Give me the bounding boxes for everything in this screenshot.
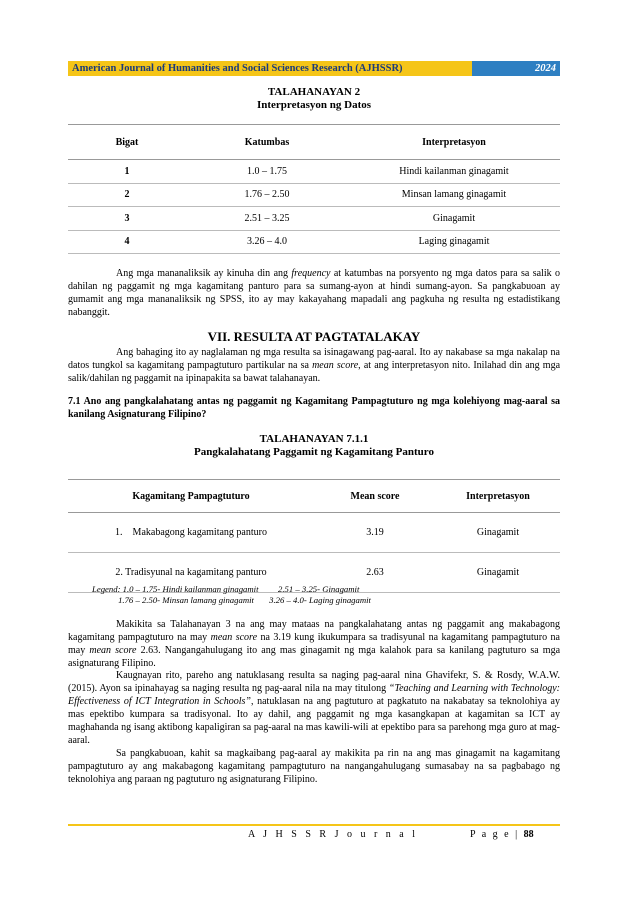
- text-run: 2.63. Nangangahulugang ito ang mas ginagamit ng mga kalahok para sa kanilang pagtuturo sa mga asignaturang Filipino.: [68, 644, 561, 669]
- table-cell: Laging ginagamit: [348, 230, 560, 254]
- table-cell: 3.19: [314, 513, 436, 553]
- legend-line: Legend: 1.0 – 1.75- Hindi kailanman ginagamit 2.51 – 3.25- Ginagamit: [92, 584, 360, 594]
- column-header: Mean score: [314, 480, 436, 513]
- text-run: Makikita sa Talahanayan 3 na ang may mataas na pangkalahatang antas ng paggamit ang makabagong kagamitang pampagtuturo na may: [68, 619, 560, 643]
- column-header: Interpretasyon: [436, 480, 560, 513]
- text-run: at katumbas na porsyento ng mga datos para sa salik o dahilan ng paggamit ng mga kagamitang panturo para sa sumang-ayon at hindi sumang-ayon. Sa pangkabuoan ay gumamit ang mga mananaliksik ng SPSS, ito ay may kakayahang mapadali ang pagkuha ng resulta ng estadistikang nabanggit.: [68, 268, 560, 318]
- table1-label: TALAHANAYAN 2: [267, 86, 361, 98]
- section-intro: [68, 347, 560, 386]
- table-cell: 1. Makabagong kagamitang panturo: [68, 513, 314, 553]
- table-cell: 1.76 – 2.50: [186, 183, 348, 207]
- summary-paragraph: Sa pangkabuoan, kahit sa magkaibang pag-aaral ay makikita pa rin na ang mas ginagamit na kagamitang pampagtuturo ay ang makabagong kagamitang pampagtuturo na nangangahulugang sumasabay na sa pagbabago ng teknolohiya ang paraan ng pagtuturo ng asignaturang Filipino.: [68, 748, 560, 785]
- section-heading: VII. RESULTA AT PAGTATALAKAY: [207, 329, 421, 344]
- table-cell: 2: [68, 183, 186, 207]
- legend-line: 1.76 – 2.50- Minsan lamang ginagamit 3.26 – 4.0- Laging ginagamit: [92, 595, 371, 605]
- table-cell: 3.26 – 4.0: [186, 230, 348, 254]
- table-row: [68, 160, 560, 184]
- text-run: , natuklasan na ang pagtuturo at pagkatuto na nakabatay sa teknolohiya ay mas epektibo kumpara sa tradisyonal. Ito ay dahil, ang paggamit ng mga kasangkapan at kagamitan sa ICT ay maghahanda ng isang aktibong kapaligiran sa pag-aaral na mas kawili-wili at epektibo para sa parehong mga guro at mag-aaral.: [68, 695, 560, 746]
- table2-label: TALAHANAYAN 7.1.1: [259, 433, 369, 445]
- page-label: P a g e: [470, 829, 511, 840]
- result-paragraph: [68, 619, 560, 671]
- table-cell: Ginagamit: [348, 207, 560, 231]
- column-header: Interpretasyon: [348, 125, 560, 160]
- subsection-heading: 7.1 Ano ang pangkalahatang antas ng paggamit ng Kagamitang Pampagtuturo ng mga kolehiyong mag-aaral sa kanilang Asignaturang Filipino?: [68, 396, 560, 420]
- table-cell: Hindi kailanman ginagamit: [348, 160, 560, 184]
- method-paragraph: [68, 268, 560, 320]
- footer-journal: A J H S S R J o u r n a l: [248, 829, 419, 840]
- interpretation-table: [68, 124, 560, 254]
- table-cell: 3: [68, 207, 186, 231]
- table-row: [68, 513, 560, 553]
- footer-divider: [68, 824, 560, 826]
- page-number-value: 88: [523, 829, 534, 840]
- text-run: na 3.19 kung ikukumpara sa tradisyunal na kagamitang pampagtuturo na may: [68, 631, 560, 656]
- table-cell: 2.63: [314, 553, 436, 593]
- text-run: mean score: [210, 631, 258, 643]
- table-cell: 1: [68, 160, 186, 184]
- table-cell: 4: [68, 230, 186, 254]
- page-number: [470, 829, 534, 840]
- text-run: Ang mga mananaliksik ay kinuha din ang: [116, 268, 292, 279]
- table-cell: 1.0 – 1.75: [186, 160, 348, 184]
- related-study-paragraph: [68, 670, 560, 747]
- page-separator: |: [515, 829, 520, 840]
- journal-header: [68, 61, 560, 76]
- text-run: Kaugnayan rito, pareho ang natuklasang resulta sa naging pag-aaral nina Ghavifekr, S. & Rosdy, W.A.W. (2015). Ayon sa ipinahayag sa naging resulta ng pag-aaral nila na may titulong: [68, 670, 560, 694]
- column-header: Katumbas: [186, 125, 348, 160]
- text-run: mean score: [312, 359, 359, 371]
- table-cell: Ginagamit: [436, 553, 560, 593]
- journal-year: 2024: [472, 61, 560, 76]
- text-run: “Teaching and Learning with Technology: Effectiveness of ICT Integration in Schools”: [68, 682, 560, 707]
- usage-table: [68, 479, 560, 593]
- table-cell: Ginagamit: [436, 513, 560, 553]
- table-row: [68, 207, 560, 231]
- table2-title: Pangkalahatang Paggamit ng Kagamitang Panturo: [194, 446, 434, 458]
- column-header: Kagamitang Pampagtuturo: [68, 480, 314, 513]
- text-run: Ang bahaging ito ay naglalaman ng mga resulta sa isinagawang pag-aaral. Ito ay nakabase sa mga nakalap na datos tungkol sa kagamitang pampagtuturo partikular na sa: [68, 347, 560, 371]
- table-row: [68, 230, 560, 254]
- table-header-row: [68, 480, 560, 513]
- table1-title: Interpretasyon ng Datos: [256, 99, 372, 111]
- column-header: Bigat: [68, 125, 186, 160]
- text-run: frequency: [291, 268, 331, 279]
- table-row: [68, 183, 560, 207]
- journal-title: American Journal of Humanities and Social Sciences Research (AJHSSR): [68, 61, 472, 76]
- text-run: mean score: [89, 644, 137, 656]
- table-cell: 2.51 – 3.25: [186, 207, 348, 231]
- table-cell: 2. Tradisyunal na kagamitang panturo: [68, 553, 314, 593]
- table-cell: Minsan lamang ginagamit: [348, 183, 560, 207]
- text-run: , at ang interpretasyon nito. Inilahad din ang mga salik/dahilan ng paggamit na ipinapakita sa bawat talahanayan.: [68, 359, 561, 384]
- table-header-row: [68, 125, 560, 160]
